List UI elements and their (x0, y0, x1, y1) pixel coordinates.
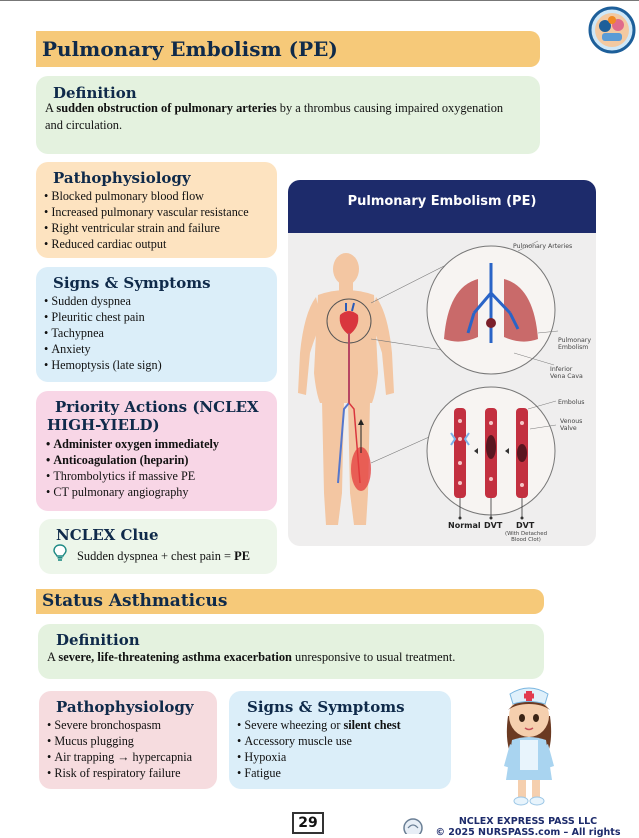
list-item: • Hypoxia (237, 749, 449, 765)
list-item: • Pleuritic chest pain (44, 309, 276, 325)
label-dvt: DVT (484, 521, 503, 530)
footer-brand (428, 816, 628, 838)
list-item: • Accessory muscle use (237, 733, 449, 749)
footer-logo-icon (402, 817, 424, 834)
pe-title: Pulmonary Embolism (PE) (42, 37, 338, 61)
list-item: • Severe bronchospasm (47, 717, 217, 733)
illustration-title: Pulmonary Embolism (PE) (347, 194, 537, 209)
list-item: • Sudden dyspnea (44, 293, 276, 309)
label-dvt-detached: DVT (516, 521, 535, 530)
list-item: • Fatigue (237, 765, 449, 781)
pe-priority-heading: Priority Actions (NCLEX HIGH-YIELD) (47, 398, 259, 434)
pe-clue-text: Sudden dyspnea + chest pain = PE (77, 549, 250, 563)
label-pulmonary-embolism: Pulmonary Embolism (558, 337, 591, 351)
pe-priority-card (36, 391, 277, 511)
pe-definition-text: A sudden obstruction of pulmonary arteries by a thrombus causing impaired oxygenation and circulation. (45, 101, 504, 132)
sa-pathophysiology-heading: Pathophysiology (56, 698, 194, 716)
sa-signs-list (237, 717, 449, 781)
pe-definition-card (36, 76, 540, 154)
list-item: • Tachypnea (44, 325, 276, 341)
illustration-artwork (288, 233, 596, 546)
label-normal: Normal (448, 521, 481, 530)
page-number: 29 (292, 812, 324, 834)
sa-pathophysiology-card (39, 691, 217, 789)
sa-title: Status Asthmaticus (42, 591, 228, 611)
pe-pathophysiology-card (36, 162, 277, 258)
pe-definition-heading: Definition (53, 84, 137, 102)
label-detached-clot: (With Detached Blood Clot) (504, 531, 548, 543)
pe-signs-card (36, 267, 277, 382)
pe-clue-heading: NCLEX Clue (56, 526, 159, 544)
list-item: • Hemoptysis (late sign) (44, 357, 276, 373)
list-item: • Severe wheezing or silent chest (237, 717, 449, 733)
list-item: • Anxiety (44, 341, 276, 357)
pe-title-banner (36, 31, 540, 67)
label-pulmonary-arteries: Pulmonary Arteries (513, 243, 573, 250)
sa-pathophysiology-list (47, 717, 217, 781)
sa-definition-card (38, 624, 544, 679)
list-item: • Thrombolytics if massive PE (46, 468, 276, 484)
sa-definition-text: A severe, life-threatening asthma exacerbation unresponsive to usual treatment. (47, 650, 456, 664)
list-item: • CT pulmonary angiography (46, 484, 276, 500)
sa-title-banner (36, 589, 544, 614)
list-item: • Anticoagulation (heparin) (46, 452, 276, 468)
nurse-mascot (488, 682, 570, 808)
label-venous-valve: Venous Valve (560, 418, 583, 432)
pe-clue-card (39, 519, 277, 574)
label-inferior-vena-cava: Inferior Vena Cava (550, 366, 583, 380)
list-item: • Administer oxygen immediately (46, 436, 276, 452)
list-item: • Risk of respiratory failure (47, 765, 217, 781)
brand-logo (588, 6, 636, 54)
label-embolus: Embolus (558, 399, 585, 406)
list-item: • Air trapping → hypercapnia (47, 749, 217, 765)
pe-priority-list (46, 436, 276, 500)
list-item: • Mucus plugging (47, 733, 217, 749)
pe-illustration (288, 180, 596, 546)
pe-signs-list (44, 293, 276, 373)
list-item: • Right ventricular strain and failure (44, 220, 276, 236)
pe-pathophysiology-heading: Pathophysiology (53, 169, 191, 187)
top-rule (0, 0, 639, 1)
list-item: • Blocked pulmonary blood flow (44, 188, 276, 204)
list-item: • Increased pulmonary vascular resistance (44, 204, 276, 220)
sa-signs-card (229, 691, 451, 789)
sa-signs-heading: Signs & Symptoms (247, 698, 405, 716)
list-item: • Reduced cardiac output (44, 236, 276, 252)
sa-definition-heading: Definition (56, 631, 140, 649)
footer-company: NCLEX EXPRESS PASS LLC (458, 816, 598, 827)
lightbulb-icon (53, 544, 67, 562)
pe-signs-heading: Signs & Symptoms (53, 274, 211, 292)
footer-copyright: © 2025 NURSPASS.com – All rights (435, 827, 621, 838)
pe-pathophysiology-list (44, 188, 276, 252)
